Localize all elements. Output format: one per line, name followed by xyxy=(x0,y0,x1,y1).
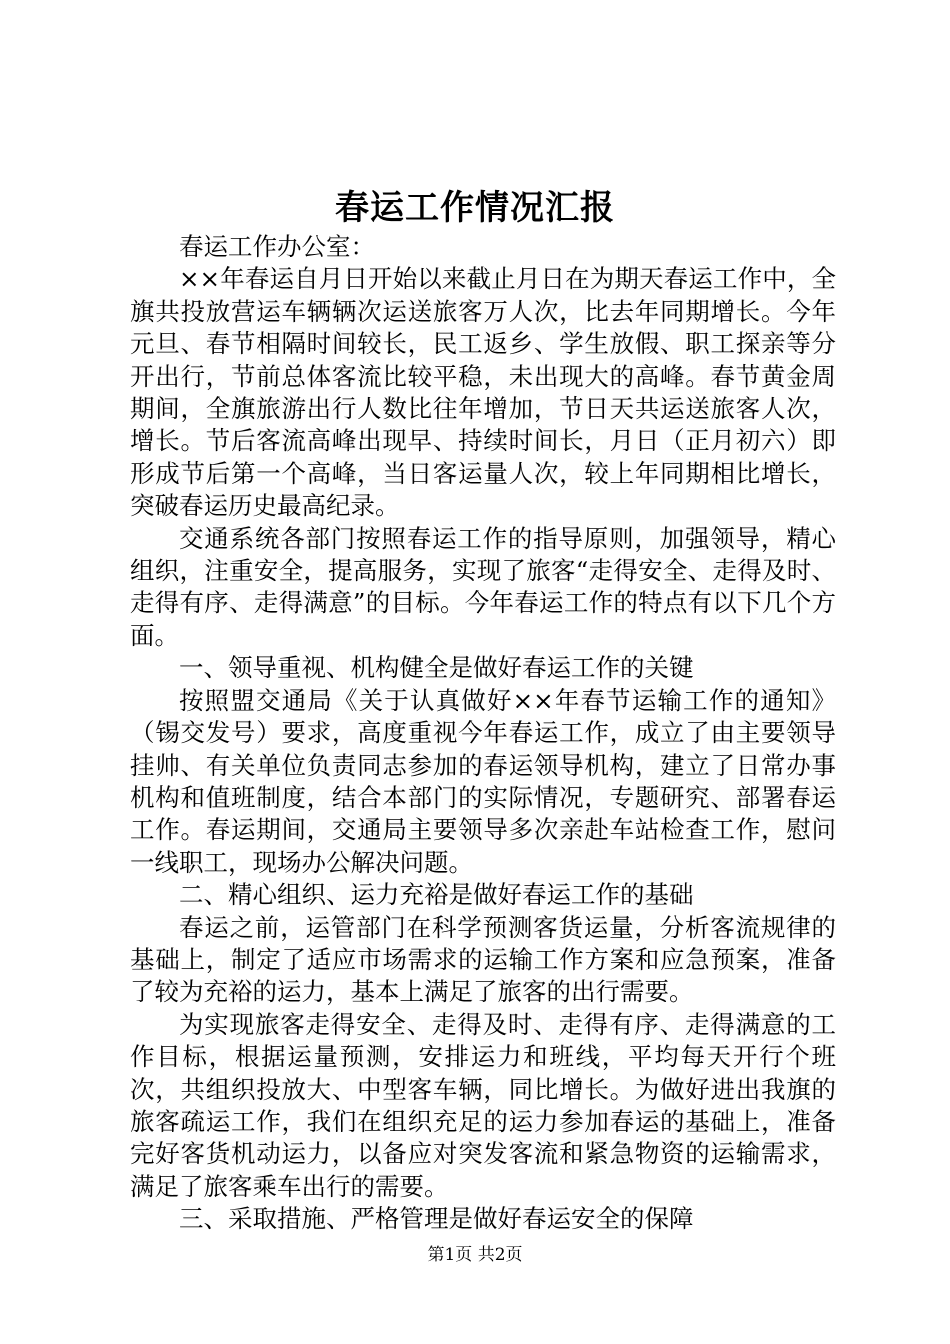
document-title: 春运工作情况汇报 xyxy=(335,188,615,228)
document-body xyxy=(130,231,836,1236)
body-paragraph: 春运之前，运管部门在科学预测客货运量，分析客流规律的基础上，制定了适应市场需求的运输工作方案和应急预案，准备了较为充裕的运力，基本上满足了旅客的出行需要。 xyxy=(130,912,836,1007)
page-number-footer: 第1页 共2页 xyxy=(427,1245,523,1265)
body-paragraph: 交通系统各部门按照春运工作的指导原则，加强领导，精心组织，注重安全，提高服务，实现了旅客“走得安全、走得及时、走得有序、走得满意”的目标。今年春运工作的特点有以下几个方面。 xyxy=(130,523,836,650)
salutation-paragraph: 春运工作办公室： xyxy=(179,232,375,261)
body-paragraph: 为实现旅客走得安全、走得及时、走得有序、走得满意的工作目标，根据运量预测，安排运力和班线，平均每天开行个班次，共组织投放大、中型客车辆，同比增长。为做好进出我旗的旅客疏运工作，我们在组织充足的运力参加春运的基础上，准备完好客货机动运力，以备应对突发客流和紧急物资的运输需求，满足了旅客乘车出行的需要。 xyxy=(130,1009,836,1201)
section-heading: 一、领导重视、机构健全是做好春运工作的关键 xyxy=(179,653,694,683)
body-paragraph: ××年春运自月日开始以来截止月日在为期天春运工作中，全旗共投放营运车辆辆次运送旅客万人次，比去年同期增长。今年元旦、春节相隔时间较长，民工返乡、学生放假、职工探亲等分开出行，节前总体客流比较平稳，未出现大的高峰。春节黄金周期间，全旗旅游出行人数比往年增加，节日天共运送旅客人次，增长。节后客流高峰出现早、持续时间长，月日（正月初六）即形成节后第一个高峰，当日客运量人次，较上年同期相比增长，突破春运历史最高纪录。 xyxy=(130,264,836,521)
section-heading: 二、精心组织、运力充裕是做好春运工作的基础 xyxy=(179,880,694,910)
body-paragraph: 按照盟交通局《关于认真做好××年春节运输工作的通知》（锡交发号）要求，高度重视今年春运工作，成立了由主要领导挂帅、有关单位负责同志参加的春运领导机构，建立了日常办事机构和值班制度，结合本部门的实际情况，专题研究、部署春运工作。春运期间，交通局主要领导多次亲赴车站检查工作，慰问一线职工，现场办公解决问题。 xyxy=(130,685,836,877)
section-heading: 三、采取措施、严格管理是做好春运安全的保障 xyxy=(179,1204,694,1234)
